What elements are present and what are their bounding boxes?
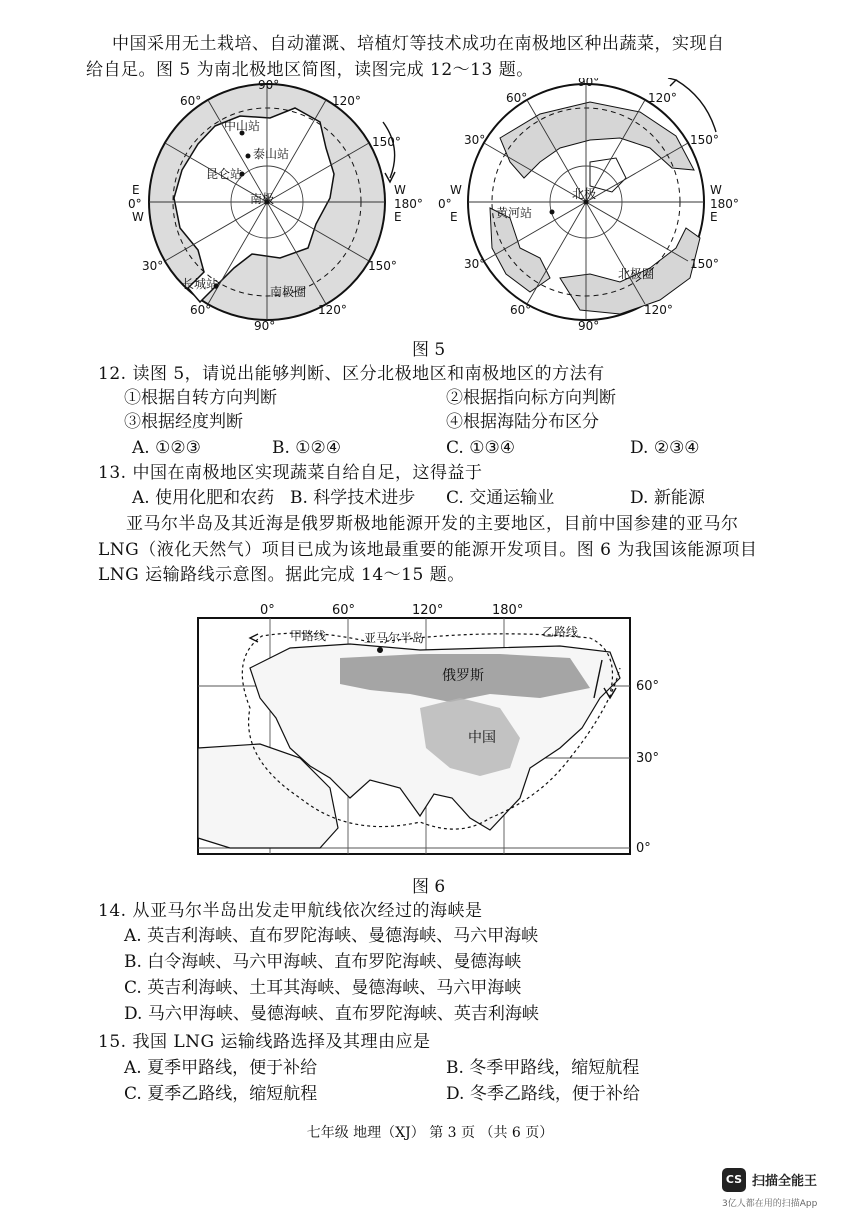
russia-label: 俄罗斯 [442,668,484,684]
intro2-line1: 亚马尔半岛及其近海是俄罗斯极地能源开发的主要地区，目前中国参建的亚马尔 [126,514,739,534]
q14-stem: 14. 从亚马尔半岛出发走甲航线依次经过的海峡是 [98,901,483,921]
south-ew-label: W [394,183,406,197]
q13-option-c: C. 交通运输业 [446,488,555,508]
q12-option-b: B. ①②④ [272,438,342,458]
north-lon-label: W [710,183,722,197]
q12-option-d: D. ②③④ [630,438,700,458]
station-taishan: 泰山站 [253,147,290,161]
top-lon-label: 0° [260,603,275,618]
arctic-circle-label: 北极圈 [618,267,655,281]
q12-item: ②根据指向标方向判断 [446,388,616,408]
figure-5-polar-maps [120,78,740,340]
q15-option-c: C. 夏季乙路线，缩短航程 [124,1084,318,1104]
south-lon-label: 60° [190,303,212,317]
north-lon-label: 150° [690,257,719,271]
page-footer: 七年级 地理（XJ） 第 3 页 （共 6 页） [306,1125,554,1141]
q14-option-a: A. 英吉利海峡、直布罗陀海峡、曼德海峡、马六甲海峡 [124,926,539,946]
north-lon-label: 30° [464,133,486,147]
station-zhongshan: 中山站 [224,119,261,133]
north-lon-label: 90° [578,78,600,89]
north-lon-label: E [450,210,458,224]
intro1-line1: 中国采用无土栽培、自动灌溉、培植灯等技术成功在南极地区种出蔬菜，实现自 [112,34,725,54]
top-lon-label: 120° [412,603,444,618]
north-lon-label: 60° [506,91,528,105]
south-lon-label: 90° [258,78,280,92]
south-lon-label: 120° [332,94,361,108]
north-lon-label: 30° [464,257,486,271]
scanner-name: 扫描全能王 [752,1174,818,1189]
q14-option-b: B. 白令海峡、马六甲海峡、直布罗陀海峡、曼德海峡 [124,952,522,972]
intro2-line2: LNG（液化天然气）项目已成为该地最重要的能源开发项目。图 6 为我国该能源项目 [98,540,758,560]
figure-6-lng-route-map [190,598,670,860]
south-lon-label: 120° [318,303,347,317]
scanner-badge: CS [722,1168,746,1192]
north-lon-label: 120° [644,303,673,317]
intro1-line2: 给自足。图 5 为南北极地区简图，读图完成 12～13 题。 [86,60,534,80]
top-lon-label: 60° [332,603,356,618]
north-lon-label: 0° [438,197,452,211]
south-lon-label: 150° [372,135,401,149]
top-lon-label: 180° [492,603,524,618]
south-lon-label: W [132,210,144,224]
q15-option-b: B. 冬季甲路线，缩短航程 [446,1058,640,1078]
north-lon-label: 90° [578,319,600,333]
q13-option-d: D. 新能源 [630,488,705,508]
q12-option-c: C. ①③④ [446,438,515,458]
north-lon-label: E [710,210,718,224]
route-a-label: 甲路线 [290,629,327,643]
north-lon-label: 180° [710,197,739,211]
right-lat-label: 0° [636,841,651,856]
north-lon-label: 120° [648,91,677,105]
q12-option-a: A. ①②③ [132,438,201,458]
station-kunlun: 昆仑站 [206,167,243,181]
south-lon-label: 60° [180,94,202,108]
route-b-label: 乙路线 [542,625,579,639]
q12-stem: 12. 读图 5，请说出能够判断、区分北极地区和南极地区的方法有 [98,364,605,384]
north-pole-label: 北极 [572,187,597,201]
antarctic-circle-label: 南极圈 [270,285,307,299]
south-lon-label: 90° [254,319,276,333]
q15-option-a: A. 夏季甲路线，便于补给 [124,1058,318,1078]
right-lat-label: 60° [636,679,660,694]
south-pole-label: 南极 [250,192,275,206]
south-ew-label: E [394,210,402,224]
q12-item: ③根据经度判断 [124,412,243,432]
q15-option-d: D. 冬季乙路线，便于补给 [446,1084,640,1104]
right-lat-label: 30° [636,751,660,766]
q14-option-c: C. 英吉利海峡、土耳其海峡、曼德海峡、马六甲海峡 [124,978,522,998]
north-lon-label: 60° [510,303,532,317]
q12-item: ④根据海陆分布区分 [446,412,599,432]
q13-option-a: A. 使用化肥和农药 [132,488,275,508]
south-lon-label: E [132,183,140,197]
yamal-label: 亚马尔半岛 [364,631,425,645]
figure-5-caption: 图 5 [412,340,446,360]
south-lon-label: 30° [142,259,164,273]
south-polar-map [128,78,423,333]
north-lon-label: 150° [690,133,719,147]
north-polar-map [438,78,739,333]
q14-option-d: D. 马六甲海峡、曼德海峡、直布罗陀海峡、英吉利海峡 [124,1004,539,1024]
intro2-line3: LNG 运输路线示意图。据此完成 14～15 题。 [98,565,465,585]
q12-item: ①根据自转方向判断 [124,388,277,408]
china-label: 中国 [468,730,496,746]
q13-stem: 13. 中国在南极地区实现蔬菜自给自足，这得益于 [98,463,483,483]
south-lon-label: 0° [128,197,142,211]
q15-stem: 15. 我国 LNG 运输线路选择及其理由应是 [98,1032,431,1052]
scanner-watermark [722,1166,842,1208]
north-lon-label: W [450,183,462,197]
station-changcheng: 长城站 [182,277,219,291]
south-lon-label: 150° [368,259,397,273]
figure-6-caption: 图 6 [412,877,446,897]
station-huanghe: 黄河站 [496,206,533,220]
south-lon-label: 180° [394,197,423,211]
scanner-tagline: 3亿人都在用的扫描App [722,1199,818,1209]
q13-option-b: B. 科学技术进步 [290,488,416,508]
